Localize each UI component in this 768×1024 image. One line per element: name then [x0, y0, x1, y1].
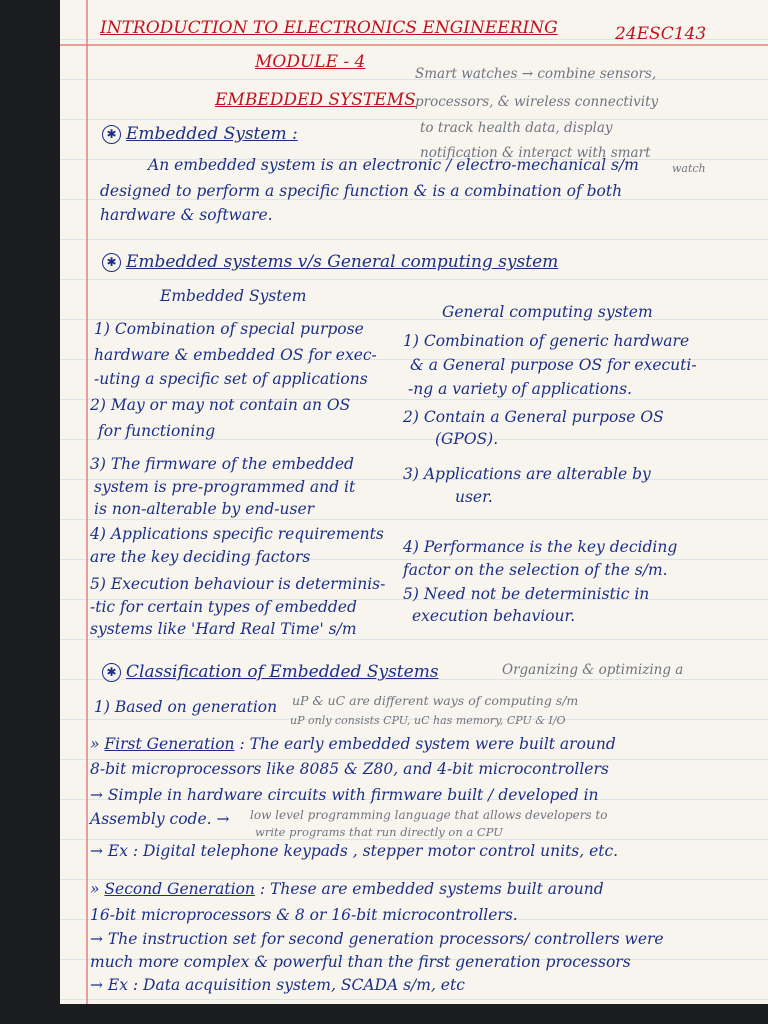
right-row-line: 2) Contain a General purpose OS — [403, 408, 664, 426]
basis-note: uP & uC are different ways of computing s/m — [292, 693, 579, 708]
topic-title: EMBEDDED SYSTEMS — [215, 90, 416, 110]
right-row-line: 3) Applications are alterable by — [403, 465, 651, 483]
side-note-line: notification & interact with smart — [420, 145, 651, 161]
basis-note: uP only consists CPU, uC has memory, CPU & I/O — [290, 714, 566, 727]
section-heading-embedded: ✱ Embedded System : — [102, 124, 298, 144]
right-row-line: 4) Performance is the key deciding — [403, 538, 678, 556]
right-row-line: (GPOS). — [435, 430, 499, 448]
module-title: MODULE - 4 — [255, 52, 366, 72]
definition-line: hardware & software. — [100, 206, 273, 224]
first-generation-note: low level programming language that allows developers to — [250, 808, 608, 822]
right-row-line: execution behaviour. — [412, 607, 576, 625]
first-generation-line: 8-bit microprocessors like 8085 & Z80, and 4-bit microcontrollers — [90, 760, 609, 778]
left-row-line: 5) Execution behaviour is determinis- — [90, 575, 386, 593]
first-generation-line: » First Generation : The early embedded system were built around — [90, 735, 616, 753]
notebook-page — [60, 0, 768, 1004]
side-note-line: watch — [672, 162, 706, 175]
first-generation-line: Assembly code. → — [90, 810, 230, 828]
right-row-line: 1) Combination of generic hardware — [403, 332, 690, 350]
course-code: 24ESC143 — [615, 24, 707, 44]
left-row-line: are the key deciding factors — [90, 548, 311, 566]
second-generation-line: → The instruction set for second generation processors/ controllers were — [90, 930, 664, 948]
left-row-line: 4) Applications specific requirements — [90, 525, 384, 543]
second-generation-label: Second Generation — [104, 880, 255, 898]
left-row-line: is non-alterable by end-user — [94, 500, 315, 518]
second-generation-line: 16-bit microprocessors & 8 or 16-bit microcontrollers. — [90, 906, 518, 924]
basis-line: 1) Based on generation — [94, 698, 278, 716]
section-heading-comparison: ✱ Embedded systems v/s General computing system — [102, 252, 558, 272]
side-note-line: to track health data, display — [420, 120, 613, 136]
second-generation-line: » Second Generation : These are embedded systems built around — [90, 880, 604, 898]
left-column-title: Embedded System — [160, 287, 307, 305]
left-row-line: 2) May or may not contain an OS — [90, 396, 351, 414]
right-row-line: user. — [455, 488, 493, 506]
right-row-line: & a General purpose OS for executi- — [410, 356, 697, 374]
first-generation-line: → Ex : Digital telephone keypads , stepper motor control units, etc. — [90, 842, 619, 860]
first-generation-line: → Simple in hardware circuits with firmware built / developed in — [90, 786, 599, 804]
classification-note: Organizing & optimizing a — [502, 662, 684, 678]
second-generation-line: much more complex & powerful than the first generation processors — [90, 953, 631, 971]
right-row-line: -ng a variety of applications. — [408, 380, 632, 398]
left-row-line: -uting a specific set of applications — [94, 370, 368, 388]
definition-line: An embedded system is an electronic / electro-mechanical s/m — [148, 156, 639, 174]
section-heading-classification: ✱ Classification of Embedded Systems — [102, 662, 439, 682]
star-bullet-icon: ✱ — [102, 663, 121, 682]
left-row-line: 1) Combination of special purpose — [94, 320, 364, 338]
page-header-title: INTRODUCTION TO ELECTRONICS ENGINEERING — [100, 18, 558, 38]
first-generation-label: First Generation — [104, 735, 235, 753]
margin-line — [86, 0, 88, 1004]
left-row-line: hardware & embedded OS for exec- — [94, 346, 377, 364]
left-row-line: -tic for certain types of embedded — [90, 598, 357, 616]
left-row-line: for functioning — [98, 422, 216, 440]
left-row-line: system is pre-programmed and it — [94, 478, 356, 496]
definition-line: designed to perform a specific function & is a combination of both — [100, 182, 623, 200]
side-note-line: processors, & wireless connectivity — [415, 94, 659, 110]
left-row-line: 3) The firmware of the embedded — [90, 455, 354, 473]
star-bullet-icon: ✱ — [102, 125, 121, 144]
left-row-line: systems like 'Hard Real Time' s/m — [90, 620, 357, 638]
side-note-line: Smart watches → combine sensors, — [415, 66, 657, 82]
right-column-title: General computing system — [442, 303, 653, 321]
right-row-line: factor on the selection of the s/m. — [403, 561, 668, 579]
right-row-line: 5) Need not be deterministic in — [403, 585, 650, 603]
first-generation-note: write programs that run directly on a CPU — [255, 825, 503, 839]
star-bullet-icon: ✱ — [102, 253, 121, 272]
second-generation-line: → Ex : Data acquisition system, SCADA s/m, etc — [90, 976, 465, 994]
